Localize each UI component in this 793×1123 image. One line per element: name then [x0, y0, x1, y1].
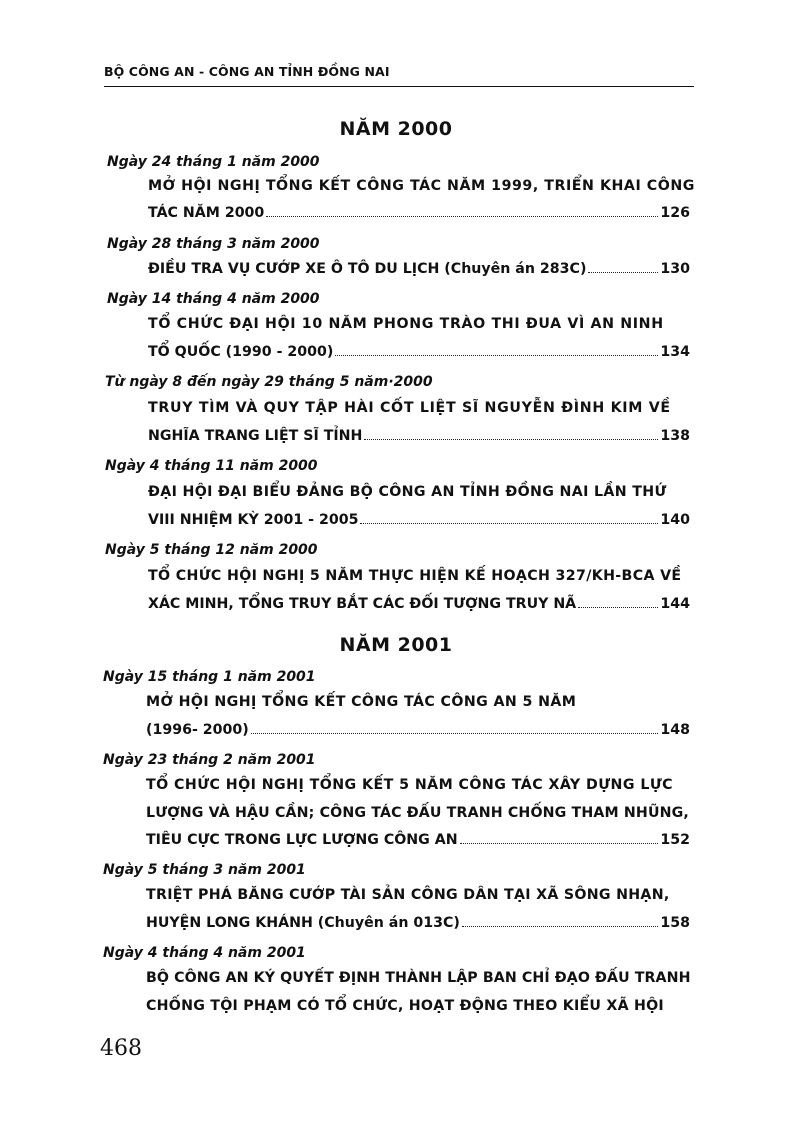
entry-title-line: ĐIỀU TRA VỤ CƯỚP XE Ô TÔ DU LỊCH (Chuyên án 283C) — [148, 261, 587, 277]
entry-date: Ngày 4 tháng 4 năm 2001 — [103, 945, 306, 961]
entry-date: Ngày 24 tháng 1 năm 2000 — [107, 154, 320, 170]
entry-date: Ngày 4 tháng 11 năm 2000 — [105, 458, 318, 474]
entry-date: Ngày 15 tháng 1 năm 2001 — [103, 669, 316, 685]
entry-title-line: TIÊU CỰC TRONG LỰC LƯỢNG CÔNG AN — [146, 832, 458, 848]
entry-title-line: (1996- 2000) — [146, 722, 249, 738]
entry-date: Ngày 5 tháng 3 năm 2001 — [103, 862, 306, 878]
entry-title-line: LƯỢNG VÀ HẬU CẦN; CÔNG TÁC ĐẤU TRANH CHỐNG THAM NHŨNG, — [146, 805, 689, 821]
running-header: BỘ CÔNG AN - CÔNG AN TỈNH ĐỒNG NAI — [104, 64, 390, 79]
entry-title-line: XÁC MINH, TỔNG TRUY BẮT CÁC ĐỐI TƯỢNG TRUY NÃ — [148, 596, 577, 612]
entry-title-line: NGHĨA TRANG LIỆT SĨ TỈNH — [148, 428, 363, 444]
leader-dots — [360, 523, 658, 524]
toc-entry[interactable] — [148, 344, 690, 360]
leader-dots — [335, 355, 658, 356]
toc-entry[interactable] — [148, 596, 690, 612]
entry-title-line: ĐẠI HỘI ĐẠI BIỂU ĐẢNG BỘ CÔNG AN TỈNH ĐỒNG NAI LẦN THỨ — [148, 484, 667, 500]
entry-date: Từ ngày 8 đến ngày 29 tháng 5 năm·2000 — [105, 374, 433, 390]
entry-title-line: MỞ HỘI NGHỊ TỔNG KẾT CÔNG TÁC CÔNG AN 5 NĂM — [146, 694, 577, 710]
entry-title-line: TỔ CHỨC ĐẠI HỘI 10 NĂM PHONG TRÀO THI ĐUA VÌ AN NINH — [148, 316, 664, 332]
leader-dots — [251, 733, 659, 734]
page-ref: 130 — [660, 261, 690, 277]
page-ref: 138 — [660, 428, 690, 444]
page-ref: 158 — [660, 915, 690, 931]
entry-date: Ngày 5 tháng 12 năm 2000 — [105, 542, 318, 558]
leader-dots — [364, 439, 658, 440]
leader-dots — [462, 926, 658, 927]
page-number: 468 — [100, 1036, 142, 1061]
entry-date: Ngày 14 tháng 4 năm 2000 — [107, 291, 320, 307]
header-rule — [104, 86, 694, 87]
entry-title-line: CHỐNG TỘI PHẠM CÓ TỔ CHỨC, HOẠT ĐỘNG THEO KIỂU XÃ HỘI — [146, 998, 664, 1014]
toc-entry[interactable] — [148, 512, 690, 528]
entry-title-line: MỞ HỘI NGHỊ TỔNG KẾT CÔNG TÁC NĂM 1999, TRIỂN KHAI CÔNG — [148, 178, 695, 194]
entry-date: Ngày 28 tháng 3 năm 2000 — [107, 236, 320, 252]
page-ref: 148 — [660, 722, 690, 738]
leader-dots — [588, 272, 658, 273]
leader-dots — [266, 216, 658, 217]
entry-title-line: TRIỆT PHÁ BĂNG CƯỚP TÀI SẢN CÔNG DÂN TẠI XÃ SÔNG NHẠN, — [146, 887, 670, 903]
year-heading-2000: NĂM 2000 — [339, 118, 453, 140]
entry-title-line: TỔ QUỐC (1990 - 2000) — [148, 344, 334, 360]
entry-title-line: TÁC NĂM 2000 — [148, 205, 265, 221]
toc-entry[interactable] — [146, 832, 690, 848]
entry-title-line: HUYỆN LONG KHÁNH (Chuyên án 013C) — [146, 915, 460, 931]
toc-entry[interactable] — [148, 205, 690, 221]
toc-entry[interactable] — [148, 261, 690, 277]
toc-entry[interactable] — [146, 915, 690, 931]
toc-entry[interactable] — [146, 722, 690, 738]
entry-title-line: TỔ CHỨC HỘI NGHỊ 5 NĂM THỰC HIỆN KẾ HOẠCH 327/KH-BCA VỀ — [148, 568, 682, 584]
toc-entry[interactable] — [148, 428, 690, 444]
entry-title-line: TỔ CHỨC HỘI NGHỊ TỔNG KẾT 5 NĂM CÔNG TÁC XÂY DỰNG LỰC — [146, 777, 674, 793]
leader-dots — [578, 607, 658, 608]
page-ref: 126 — [660, 205, 690, 221]
page-ref: 134 — [660, 344, 690, 360]
page-ref: 140 — [660, 512, 690, 528]
page-ref: 144 — [660, 596, 690, 612]
entry-title-line: BỘ CÔNG AN KÝ QUYẾT ĐỊNH THÀNH LẬP BAN CHỈ ĐẠO ĐẤU TRANH — [146, 970, 691, 986]
entry-title-line: VIII NHIỆM KỲ 2001 - 2005 — [148, 512, 359, 528]
entry-date: Ngày 23 tháng 2 năm 2001 — [103, 752, 316, 768]
page-ref: 152 — [660, 832, 690, 848]
leader-dots — [460, 843, 659, 844]
entry-title-line: TRUY TÌM VÀ QUY TẬP HÀI CỐT LIỆT SĨ NGUYỄN ĐÌNH KIM VỀ — [148, 400, 671, 416]
year-heading-2001: NĂM 2001 — [339, 634, 453, 656]
